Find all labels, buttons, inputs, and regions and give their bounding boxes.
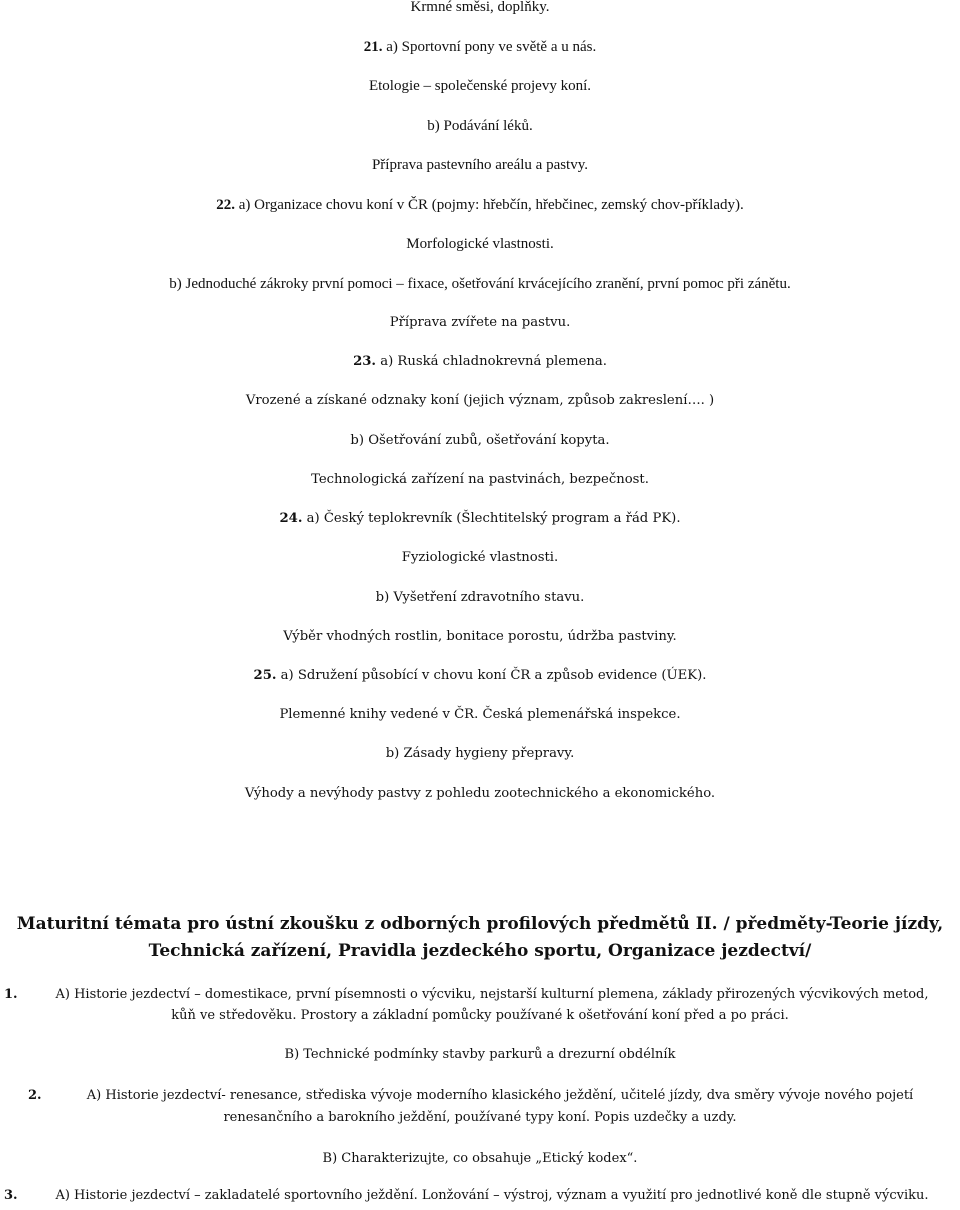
topic-22-a (0, 196, 960, 214)
topic-22-b: b) Jednoduché zákroky první pomoci – fixace, ošetřování krvácejícího zranění, první pomoc při zánětu. (169, 276, 791, 292)
topic-text: a) Sportovní pony ve světě a u nás. (386, 39, 597, 55)
item-2-b: B) Charakterizujte, co obsahuje „Etický kodex“. (322, 1151, 638, 1166)
item-3-a-line-1: A) Historie jezdectví – zakladatelé sportovního ježdění. Lonžování – výstroj, význam a využití pro jednotlivé koně dle stupně výcviku. (55, 1188, 929, 1203)
topic-25-b: b) Zásady hygieny přepravy. (385, 746, 575, 761)
section-heading-line-1: Maturitní témata pro ústní zkoušku z odborných profilových předmětů II. / předměty-Teorie jízdy, (16, 914, 944, 934)
topic-24-a (0, 510, 960, 528)
topic-23-a (0, 353, 960, 371)
item-2-a-line-1: A) Historie jezdectví- renesance, střediska vývoje moderního klasického ježdění, učitelé jízdy, dva směry vývoje nového pojetí (86, 1088, 914, 1103)
topic-line: Krmné směsi, doplňky. (410, 0, 550, 15)
topic-22-a-detail: Morfologické vlastnosti. (406, 236, 554, 252)
topic-text: a) Organizace chovu koní v ČR (pojmy: hřebčín, hřebčinec, zemský chov-příklady). (238, 197, 744, 213)
item-1-number: 1. (4, 987, 18, 1002)
section-heading-line-2: Technická zařízení, Pravidla jezdeckého sportu, Organizace jezdectví/ (148, 941, 812, 961)
item-1-b: B) Technické podmínky stavby parkurů a drezurní obdélník (284, 1047, 676, 1062)
topic-21-b: b) Podávání léků. (427, 118, 533, 134)
topic-number: 25. (253, 668, 277, 683)
topic-24-b-detail: Výběr vhodných rostlin, bonitace porostu, údržba pastviny. (283, 629, 677, 644)
item-3-number: 3. (4, 1188, 18, 1203)
topic-23-b-detail: Technologická zařízení na pastvinách, bezpečnost. (311, 472, 649, 487)
topic-21-a-detail: Etologie – společenské projevy koní. (368, 78, 592, 94)
topic-number: 21. (363, 39, 383, 55)
item-2-number: 2. (28, 1088, 42, 1103)
topic-text: a) Sdružení působící v chovu koní ČR a způsob evidence (ÚEK). (280, 668, 707, 683)
topic-21-b-detail: Příprava pastevního areálu a pastvy. (371, 157, 589, 173)
topic-24-b: b) Vyšetření zdravotního stavu. (375, 590, 585, 605)
topic-23-a-detail: Vrozené a získané odznaky koní (jejich význam, způsob zakreslení…. ) (245, 393, 715, 408)
topic-number: 22. (216, 197, 235, 213)
topic-25-a (0, 667, 960, 685)
topic-23-b: b) Ošetřování zubů, ošetřování kopyta. (350, 433, 610, 448)
topic-number: 24. (279, 511, 303, 526)
topic-25-a-detail: Plemenné knihy vedené v ČR. Česká plemenářská inspekce. (279, 707, 681, 722)
item-2-a-line-2: renesančního a barokního ježdění, používané typy koní. Popis uzdečky a uzdy. (223, 1110, 737, 1125)
item-1-a-line-2: kůň ve středověku. Prostory a základní pomůcky používané k ošetřování koní před a po práci. (171, 1008, 789, 1023)
topic-number: 23. (353, 354, 377, 369)
topic-24-a-detail: Fyziologické vlastnosti. (401, 550, 559, 565)
topic-22-b-detail: Příprava zvířete na pastvu. (389, 315, 571, 330)
item-1-a-line-1: A) Historie jezdectví – domestikace, první písemnosti o výcviku, nejstarší kulturní plemena, základy přirozených výcvikových metod, (55, 987, 929, 1002)
topic-25-b-detail: Výhody a nevýhody pastvy z pohledu zootechnického a ekonomického. (244, 786, 716, 801)
topic-text: a) Český teplokrevník (Šlechtitelský program a řád PK). (306, 511, 681, 526)
topic-text: a) Ruská chladnokrevná plemena. (380, 354, 607, 369)
topic-21-a (0, 38, 960, 56)
